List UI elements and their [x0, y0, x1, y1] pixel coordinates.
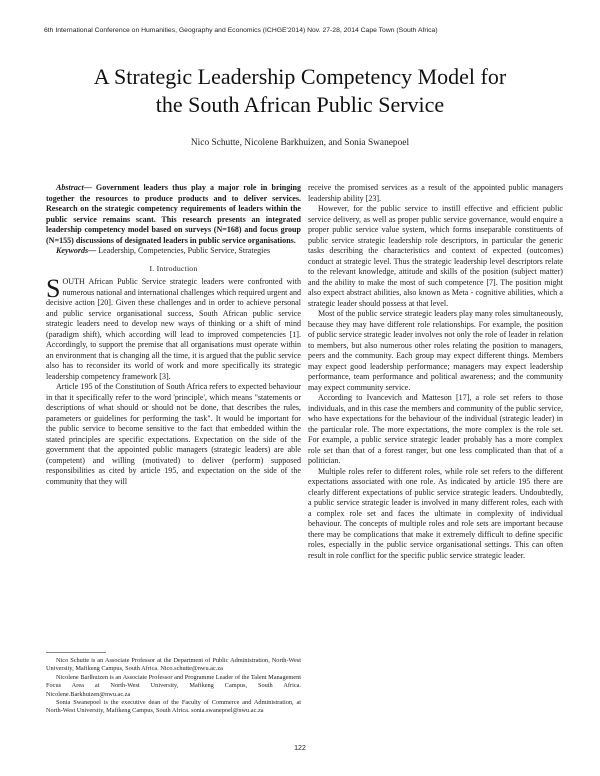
intro-paragraph-1 [46, 274, 301, 382]
footnote-2: Nicolene Barlhuizen is an Associate Professor and Programme Leader of the Talent Management Focus Area at North-West University, Mafikeng Campus, South Africa. Nicolene.Barkhuizen@nwu.ac.za [46, 673, 301, 698]
footnotes [46, 657, 301, 716]
keywords-text: Leadership, Competencies, Public Service, Strategies [96, 246, 271, 255]
intro-paragraph-1-text: African Public Service strategic leaders were confronted with numerous national and international challenges which required urgent and decisive action [20]. Given these challenges and in order to achieve personal and public service organisational success, South African public service strategic leaders need to develop new ways of thinking or a shift of mind (paradigm shift), which according will lead to improved competencies [1]. Accordingly, to support the premise that all organisations must operate within an environment that is changing all the time, it is argued that the public service also has to reconsider its world of work and more specifically its strategic leadership competency framework [3]. [46, 277, 301, 381]
right-paragraph-3: Most of the public service strategic leaders play many roles simultaneously, because they may have different role relationships. For example, the position of public service strategic leader involves not only the role of leader in relation to members, but also numerous other roles relating the position to managers, peers and the community. Each group may expect different things. Members may expect good leadership performance; managers may expect leadership performance, team performance and political awareness; and the community may expect community service. [308, 309, 563, 392]
conference-header: 6th International Conference on Humanities, Geography and Economics (ICHGE'2014) Nov. 27-28, 2014 Cape Town (South Africa) [44, 27, 438, 34]
right-paragraph-4: According to Ivancevich and Matteson [17], a role set refers to those individuals, and in this case the members and community of the public service, who have expectations for the behaviour of the individual (strategic leader) in the particular role. The more expectations, the more complex is the role set. For example, a public service strategic leader probably has a more complex role set than that of a forest ranger, but one less complicated than that of a politician. [308, 393, 563, 465]
abstract-label: Abstract— [56, 183, 92, 192]
footnote-1: Nico Schutte is an Associate Professor at the Department of Public Administration, North-West University, Mafikeng Campus, South Africa. Nico.schutte@nwu.ac.za [46, 657, 301, 673]
right-column [308, 183, 563, 561]
intro-lead-caps: OUTH [62, 277, 85, 286]
left-column [46, 183, 301, 487]
title-line-1: A Strategic Leadership Competency Model for [93, 64, 507, 89]
right-paragraph-5: Multiple roles refer to different roles, while role set refers to the different expectations associated with one role. As indicated by article 195 there are clearly different expectations of public service strategic leaders. Undoubtedly, a public service strategic leader is involved in many different roles, each with a complex role set and faces the ultimate in complexity of individual behaviour. The concepts of multiple roles and role sets are important because there may be complications that make it extremely difficult to define specific roles, especially in the public service organisational settings. This can often result in role conflict for the specific public service strategic leader. [308, 466, 563, 560]
footnote-divider [46, 652, 106, 653]
author-list: Nico Schutte, Nicolene Barkhuizen, and Sonia Swanepoel [190, 138, 410, 148]
abstract-text: Government leaders thus play a major role in bringing together the resources to produce products and to deliver services. Research on the strategic competency requirements of leaders within the public service remains scant. This research presents an integrated leadership competency model based on surveys (N=168) and focus group (N=155) discussions of designated leaders in public service organisations. [46, 183, 301, 245]
title-line-2: the South African Public Service [155, 92, 445, 117]
right-paragraph-1: receive the promised services as a result of the appointed public managers leadership ability [23]. [308, 183, 563, 203]
intro-paragraph-2: Article 195 of the Constitution of South Africa refers to expected behaviour in that it specifically refer to the word 'principle', which means "statements or descriptions of what should or should not be done, that describes the rules, parameters or guidelines for performing the task". It would be important for the public service to become sensitive to the fact that embedded within the stated principles are specific expectations. Expectation on the side of the government that the appointed public managers (strategic leaders) are able (competent) and willing (motivated) to deliver (perform) supposed responsibilities as cited by article 195, and expectation on the side of the community that they will [46, 382, 301, 486]
drop-cap: S [46, 274, 61, 303]
paper-title [50, 63, 550, 119]
footnote-3: Sonia Swanepoel is the executive dean of the Faculty of Commerce and Administration, at North-West University, Mafikeng Campus, South Africa. sonia.swanepoel@nwu.ac.za [46, 699, 301, 715]
keywords [46, 246, 301, 257]
page-number: 122 [294, 745, 306, 752]
right-paragraph-2: However, for the public service to instill effective and efficient public service delivery, as well as proper public service governance, would enquire a proper public service value system, which forms inseparable constituents of public service strategic leadership role descriptors, in particular the generic tasks describing the characteristics and context of expected (outcomes) conduct at strategic level. Thus the strategic leadership level descriptors relate to the relevant knowledge, attitude and skills of the position (subject matter) and the ability to make the most of such competence [7]. The position might also expect abstract abilities, also known as Meta - cognitive abilities, which a strategic leader should possess at that level. [308, 204, 563, 308]
abstract [46, 183, 301, 246]
section-heading-introduction: I. Introduction [149, 263, 198, 273]
keywords-label: Keywords— [56, 246, 97, 255]
